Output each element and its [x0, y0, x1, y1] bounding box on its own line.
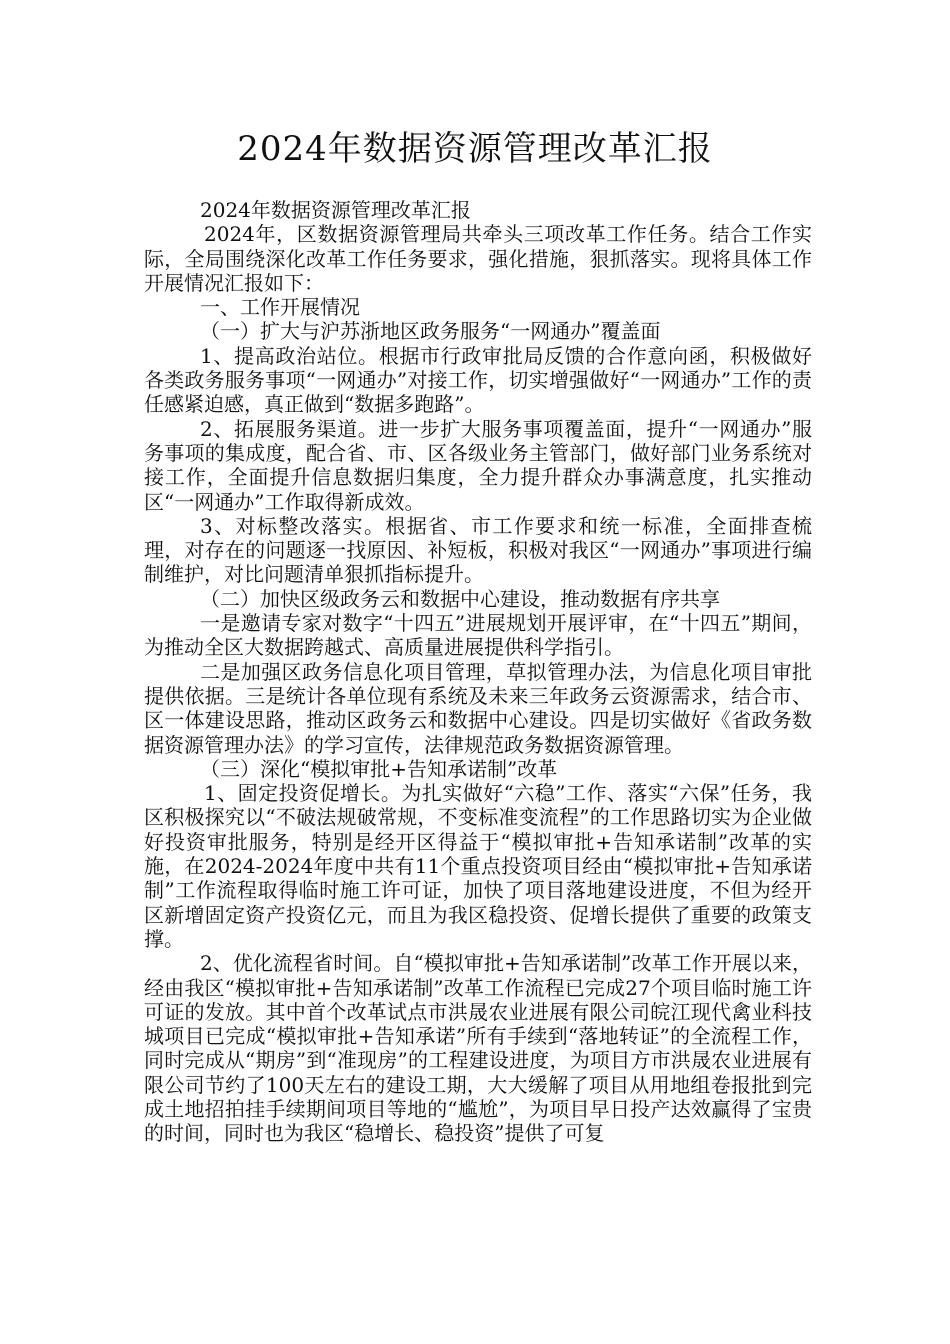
- paragraph: 2、优化流程省时间。自“模拟审批+告知承诺制”改革工作开展以来，经由我区“模拟审批+告知承诺制”改革工作流程已完成27个项目临时施工许可证的发放。其中首个改革试点市洪晟农业进展有限公司皖江现代禽业科技城项目已完成“模拟审批+告知承诺”所有手续到“落地转证”的全流程工作，同时完成从“期房”到“准现房”的工程建设进度，为项目方市洪晟农业进展有限公司节约了100天左右的建设工期，大大缓解了项目从用地组卷报批到完成土地招拍挂手续期间项目等地的“尴尬”，为项目早日投产达效赢得了宝贵的时间，同时也为我区“稳增长、稳投资”提供了可复: [144, 951, 812, 1146]
- paragraph: 3、对标整改落实。根据省、市工作要求和统一标准，全面排查梳理，对存在的问题逐一找原因、补短板，积极对我区“一网通办”事项进行编制维护，对比问题清单狠抓指标提升。: [144, 513, 812, 587]
- paragraph: 2、拓展服务渠道。进一步扩大服务事项覆盖面，提升“一网通办”服务事项的集成度，配合省、市、区各级业务主管部门，做好部门业务系统对接工作，全面提升信息数据归集度，全力提升群众办事满意度，扎实推动区“一网通办”工作取得新成效。: [144, 416, 812, 514]
- section-heading: 一、工作开展情况: [200, 295, 360, 320]
- subsection-heading: （二）加快区级政务云和数据中心建设，推动数据有序共享: [200, 586, 720, 611]
- paragraph: 1、固定投资促增长。为扎实做好“六稳”工作、落实“六保”任务，我区积极探究以“不破法规破常规，不变标准变流程”的工作思路切实为企业做好投资审批服务，特别是经开区得益于“模拟审批+告知承诺制”改革的实施，在2024-2024年度中共有11个重点投资项目经由“模拟审批+告知承诺制”工作流程取得临时施工许可证，加快了项目落地建设进度，不但为经开区新增固定资产投资亿元，而且为我区稳投资、促增长提供了重要的政策支撑。: [144, 781, 812, 951]
- paragraph: 2024年数据资源管理改革汇报: [200, 198, 471, 222]
- paragraph: 1、提高政治站位。根据市行政审批局反馈的合作意向函，积极做好各类政务服务事项“一网通办”对接工作，切实增强做好“一网通办”工作的责任感紧迫感，真正做到“数据多跑路”。: [144, 343, 812, 417]
- paragraph: 一是邀请专家对数字“十四五”进展规划开展评审，在“十四五”期间，为推动全区大数据跨越式、高质量进展提供科学指引。: [144, 611, 812, 660]
- paragraph: 2024年，区数据资源管理局共牵头三项改革工作任务。结合工作实际，全局围绕深化改革工作任务要求，强化措施，狠抓落实。现将具体工作开展情况汇报如下：: [144, 222, 812, 295]
- document-title: 2024年数据资源管理改革汇报: [237, 129, 713, 169]
- subsection-heading: （三）深化“模拟审批+告知承诺制”改革: [200, 756, 558, 781]
- paragraph: 二是加强区政务信息化项目管理，草拟管理办法，为信息化项目审批提供依据。三是统计各单位现有系统及未来三年政务云资源需求，结合市、区一体建设思路，推动区政务云和数据中心建设。四是切实做好《省政务数据资源管理办法》的学习宣传，法律规范政务数据资源管理。: [144, 659, 812, 757]
- subsection-heading: （一）扩大与沪苏浙地区政务服务“一网通办”覆盖面: [200, 319, 661, 344]
- document-body: [144, 198, 812, 1146]
